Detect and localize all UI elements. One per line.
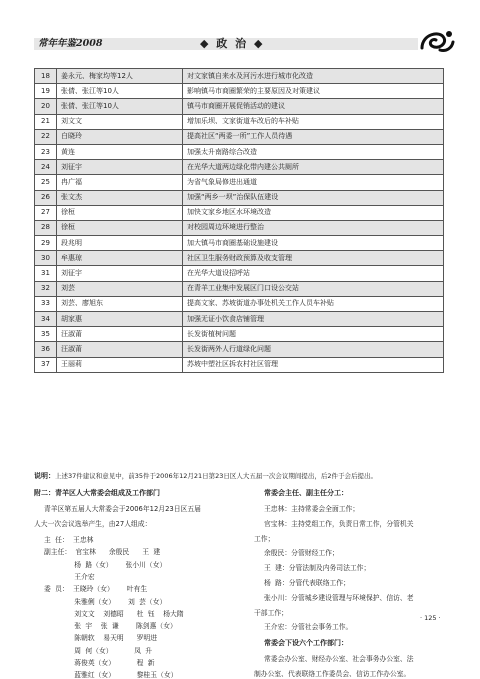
row-topic: 长发街两外人行道绿化问题	[183, 342, 444, 357]
table-row	[35, 220, 444, 235]
row-sponsor: 段兆明	[57, 236, 183, 251]
row-sponsor: 黄连	[57, 144, 183, 159]
row-number: 23	[35, 144, 57, 159]
row-number: 27	[35, 205, 57, 220]
member-line: 陈朝软 易天明 罗明进	[44, 634, 158, 643]
row-topic: 在光华大道两边绿化带内建公共厕所	[183, 160, 444, 175]
row-sponsor: 徐桓	[57, 220, 183, 235]
duty-line: 王忠林：主持常委会全面工作；	[264, 505, 360, 513]
member-line: 副主任： 官宝林 余殷民 王 建	[44, 548, 161, 557]
row-topic: 加大镇马市商圈基础设施建设	[183, 236, 444, 251]
department-line: 制办公室、代表联络工作委员会、信访工作办公室。	[254, 670, 411, 678]
intro-line-1: 青羊区第五届人大常委会于2006年12月23日区五届	[44, 505, 201, 513]
proposal-table	[34, 68, 444, 373]
row-topic: 对校园周边环境进行整治	[183, 220, 444, 235]
table-row	[35, 160, 444, 175]
row-number: 18	[35, 69, 57, 84]
table-row	[35, 266, 444, 281]
row-number: 35	[35, 327, 57, 342]
duty-line: 杨 路：分管代表联络工作；	[264, 579, 350, 587]
row-topic: 提高社区“两委一所”工作人员待遇	[183, 129, 444, 144]
row-topic: 加强“两乡一坝”治保队伍建设	[183, 190, 444, 205]
row-number: 22	[35, 129, 57, 144]
row-number: 19	[35, 84, 57, 99]
row-topic: 为省气象局修进出通道	[183, 175, 444, 190]
intro-line-2: 人大一次会议选举产生，由27人组成：	[34, 520, 152, 528]
row-number: 21	[35, 114, 57, 129]
table-row	[35, 327, 444, 342]
duty-line: 工作；	[254, 534, 275, 543]
row-topic: 苏坡中塑社区拆农村社区管理	[183, 357, 444, 372]
row-topic: 镇马市商圈开展促销活动的建议	[183, 99, 444, 114]
row-sponsor: 刘芸、廖旭东	[57, 296, 183, 311]
table-row	[35, 251, 444, 266]
row-number: 30	[35, 251, 57, 266]
row-number: 31	[35, 266, 57, 281]
row-sponsor: 刘征宇	[57, 160, 183, 175]
duty-line: 王 建：分管法制及内务司法工作；	[264, 564, 371, 573]
row-sponsor: 刘征宇	[57, 266, 183, 281]
row-sponsor: 白晓玲	[57, 129, 183, 144]
row-sponsor: 胡家惠	[57, 312, 183, 327]
row-topic: 加强太升南路综合改造	[183, 144, 444, 159]
duty-line: 张小川：分管城乡建设管理与环境保护、信访、老	[264, 593, 414, 602]
section-title: ◆ 政 治 ◆	[200, 37, 265, 50]
row-number: 20	[35, 99, 57, 114]
member-line: 张 宇 张 谦 陈剑惠（女）	[44, 622, 177, 631]
member-line: 王介宏	[44, 572, 95, 581]
yearbook-logo-icon	[416, 26, 456, 56]
table-row	[35, 129, 444, 144]
table-row	[35, 236, 444, 251]
table-row	[35, 205, 444, 220]
row-topic: 提高文家、苏坡街道办事处机关工作人员车补贴	[183, 296, 444, 311]
row-number: 33	[35, 296, 57, 311]
row-sponsor: 汪淑莆	[57, 327, 183, 342]
row-sponsor: 王丽莉	[57, 357, 183, 372]
table-row	[35, 281, 444, 296]
right-column-title: 常委会主任、副主任分工：	[264, 489, 348, 497]
member-line: 刘文文 刘德昭 杜 钰 杨大隋	[44, 609, 184, 618]
note-label: 说明：	[34, 472, 55, 480]
member-line: 朱雅俐（女） 刘 芸（女）	[44, 597, 167, 606]
table-row	[35, 175, 444, 190]
member-line: 主 任： 王忠林	[44, 536, 94, 544]
row-number: 25	[35, 175, 57, 190]
row-number: 26	[35, 190, 57, 205]
table-row	[35, 342, 444, 357]
table-row	[35, 114, 444, 129]
row-topic: 在光华大道设招呼站	[183, 266, 444, 281]
row-topic: 加快文家乡地区水环境改造	[183, 205, 444, 220]
row-sponsor: 冉广福	[57, 175, 183, 190]
note-text: 上述37件建议和意见中，前35件于2006年12月21日第23日区人大五届一次会议期间提出，后2件于会后提出。	[55, 472, 378, 480]
left-column-title: 附二：青羊区人大常委会组成及工作部门	[34, 489, 160, 497]
row-sponsor: 刘文文	[57, 114, 183, 129]
table-note	[34, 471, 377, 481]
page-number: · 125 ·	[420, 614, 441, 622]
duty-line: 王介宏：分管社会事务工作。	[264, 623, 353, 632]
duty-line: 干部工作；	[254, 608, 288, 617]
row-topic: 加强无证小饮食店铺管理	[183, 312, 444, 327]
page-header	[0, 0, 480, 56]
member-line: 周 何（女） 凤 升	[44, 646, 153, 655]
row-topic: 长发街植树问题	[183, 327, 444, 342]
department-line: 常委会办公室、财经办公室、社会事务办公室、法	[264, 655, 414, 663]
table-row	[35, 296, 444, 311]
row-topic: 增加乐坝、文家街道车改后的车补贴	[183, 114, 444, 129]
row-number: 36	[35, 342, 57, 357]
row-number: 29	[35, 236, 57, 251]
table-row	[35, 312, 444, 327]
row-topic: 影响镇马市商圈繁荣的主要原因及对策建议	[183, 84, 444, 99]
table-row	[35, 84, 444, 99]
table-row	[35, 99, 444, 114]
row-number: 37	[35, 357, 57, 372]
row-number: 34	[35, 312, 57, 327]
row-sponsor: 张倩、张江等10人	[57, 99, 183, 114]
table-row	[35, 69, 444, 84]
row-sponsor: 刘芸	[57, 281, 183, 296]
member-line: 杨 路（女） 张小川（女）	[44, 560, 167, 569]
row-sponsor: 张倩、张江等10人	[57, 84, 183, 99]
member-line: 蒋俊英（女） 程 新	[44, 659, 155, 667]
row-topic: 社区卫生服务财政预算及收支管理	[183, 251, 444, 266]
row-topic: 在青羊工业集中发展区门口设公交站	[183, 281, 444, 296]
table-row	[35, 357, 444, 372]
table-row	[35, 144, 444, 159]
yearbook-title: 常年年鉴2008	[38, 38, 103, 49]
row-number: 24	[35, 160, 57, 175]
row-sponsor: 张文杰	[57, 190, 183, 205]
duty-line: 余殷民：分管财经工作；	[264, 549, 339, 558]
member-line: 委 员： 王晓玲（女） 叶有生	[44, 585, 148, 594]
member-line: 蓝雅红（女） 黎桂玉（女）	[44, 671, 178, 679]
row-number: 32	[35, 281, 57, 296]
row-sponsor: 徐桓	[57, 205, 183, 220]
duty-line: 官宝林：主持党组工作，负责日常工作，分管机关	[264, 519, 414, 528]
row-sponsor: 汪淑莆	[57, 342, 183, 357]
row-number: 28	[35, 220, 57, 235]
right-column-title-2: 常委会下设六个工作部门：	[264, 639, 348, 647]
table-row	[35, 190, 444, 205]
row-sponsor: 牟惠琼	[57, 251, 183, 266]
row-topic: 对文家镇自来水及河污水进行城市化改造	[183, 69, 444, 84]
row-sponsor: 姜永元、梅家均等12人	[57, 69, 183, 84]
